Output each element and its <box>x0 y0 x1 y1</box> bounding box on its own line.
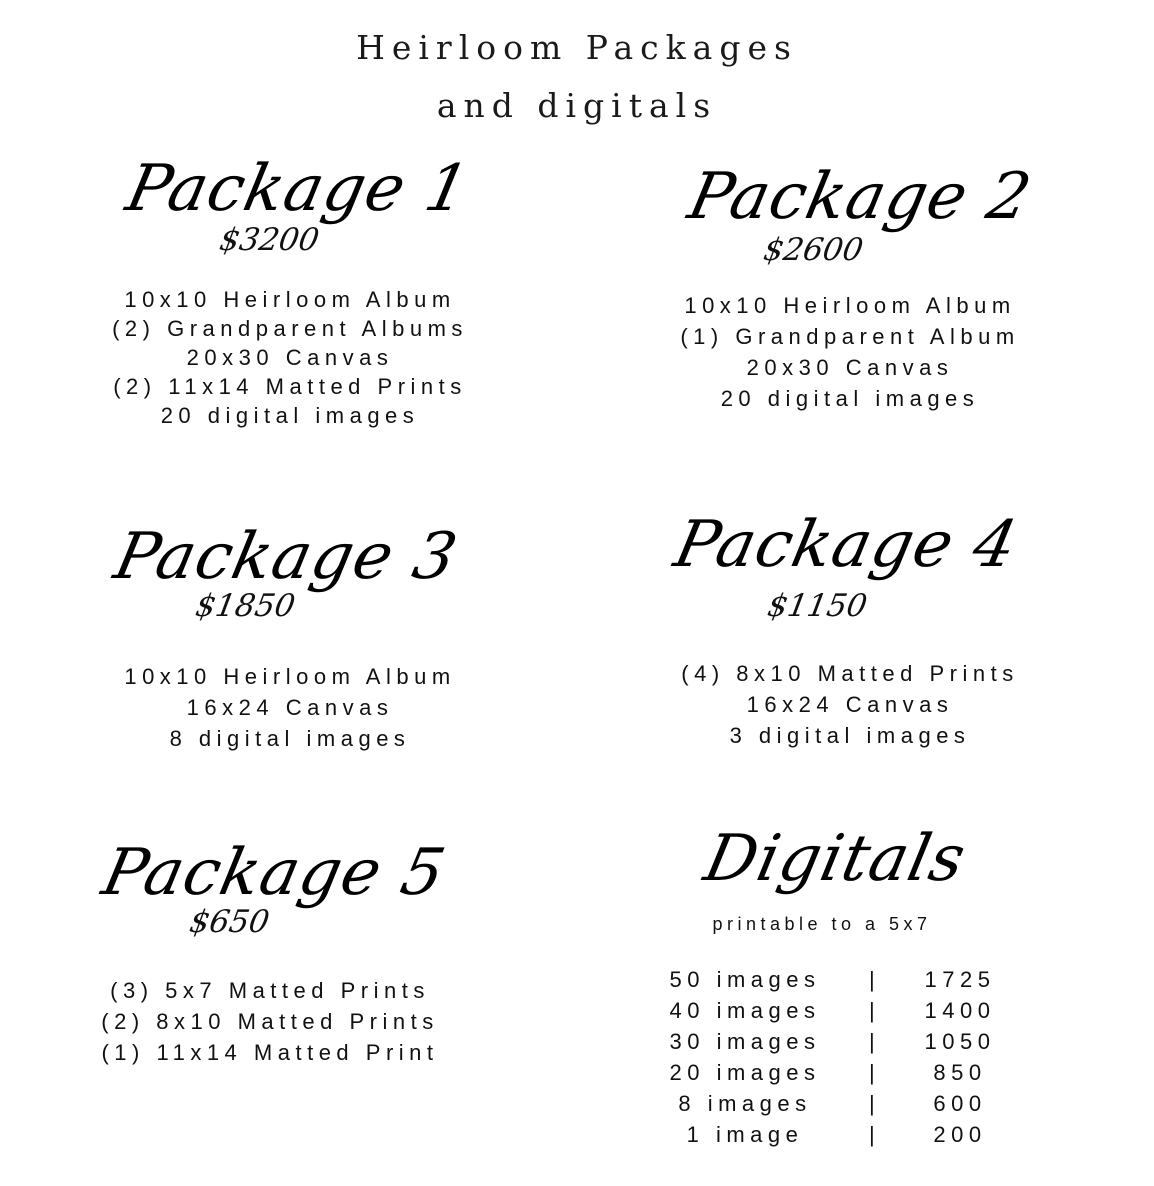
digitals-row-price: 1400 <box>924 998 996 1023</box>
package-1-price: $3200 <box>216 222 322 258</box>
package-5-price: $650 <box>186 904 273 940</box>
list-item: 16x24 Canvas <box>186 695 394 720</box>
page-subtitle: and digitals <box>436 86 718 125</box>
digitals-row-label: 50 images <box>669 967 821 992</box>
list-item: 20x30 Canvas <box>186 345 394 370</box>
table-row <box>640 1122 1020 1153</box>
list-item: 20 digital images <box>160 403 420 428</box>
list-item: 20x30 Canvas <box>746 355 954 380</box>
list-item: (2) 11x14 Matted Prints <box>113 374 467 399</box>
table-row <box>640 1060 1020 1091</box>
digitals-row-separator: | <box>869 998 881 1023</box>
package-3-price: $1850 <box>192 588 298 624</box>
package-2-items <box>600 290 1100 414</box>
list-item: 10x10 Heirloom Album <box>124 287 456 312</box>
digitals-row-price: 850 <box>933 1060 987 1085</box>
digitals-title: Digitals <box>698 822 973 896</box>
digitals-row-label: 40 images <box>669 998 821 1023</box>
list-item: (1) Grandparent Album <box>680 324 1020 349</box>
digitals-row-label: 8 images <box>678 1091 812 1116</box>
digitals-row-price: 600 <box>933 1091 987 1116</box>
list-item: (3) 5x7 Matted Prints <box>110 978 430 1003</box>
package-1-items <box>40 285 540 430</box>
digitals-row-separator: | <box>869 1091 881 1116</box>
table-row <box>640 967 1020 998</box>
package-3-items <box>40 661 540 754</box>
list-item: 10x10 Heirloom Album <box>684 293 1016 318</box>
list-item: (2) Grandparent Albums <box>112 316 468 341</box>
digitals-row-separator: | <box>869 1029 881 1054</box>
list-item: (4) 8x10 Matted Prints <box>681 661 1019 686</box>
list-item: (1) 11x14 Matted Print <box>101 1040 439 1065</box>
list-item: 16x24 Canvas <box>746 692 954 717</box>
digitals-row-price: 1050 <box>924 1029 996 1054</box>
digitals-price-table <box>640 967 1020 1153</box>
list-item: 20 digital images <box>720 386 980 411</box>
package-5-title: Package 5 <box>96 836 452 910</box>
package-1-title: Package 1 <box>120 152 476 226</box>
package-2-price: $2600 <box>760 232 866 268</box>
table-row <box>640 1029 1020 1060</box>
digitals-row-label: 1 image <box>686 1122 804 1147</box>
list-item: 10x10 Heirloom Album <box>124 664 456 689</box>
package-2-title: Package 2 <box>682 160 1038 234</box>
package-4-items <box>600 658 1100 751</box>
digitals-row-separator: | <box>869 1060 881 1085</box>
digitals-row-separator: | <box>869 1122 881 1147</box>
table-row <box>640 998 1020 1029</box>
table-row <box>640 1091 1020 1122</box>
digitals-row-label: 20 images <box>669 1060 821 1085</box>
digitals-row-label: 30 images <box>669 1029 821 1054</box>
list-item: 8 digital images <box>169 726 411 751</box>
page-title: Heirloom Packages <box>356 28 798 67</box>
list-item: 3 digital images <box>729 723 971 748</box>
digitals-row-price: 200 <box>933 1122 987 1147</box>
package-3-title: Package 3 <box>108 520 464 594</box>
package-5-items <box>20 975 520 1068</box>
digitals-row-price: 1725 <box>924 967 996 992</box>
digitals-row-separator: | <box>869 967 881 992</box>
package-4-title: Package 4 <box>668 508 1024 582</box>
package-4-price: $1150 <box>764 588 870 624</box>
digitals-subtitle: printable to a 5x7 <box>712 914 932 934</box>
list-item: (2) 8x10 Matted Prints <box>101 1009 439 1034</box>
